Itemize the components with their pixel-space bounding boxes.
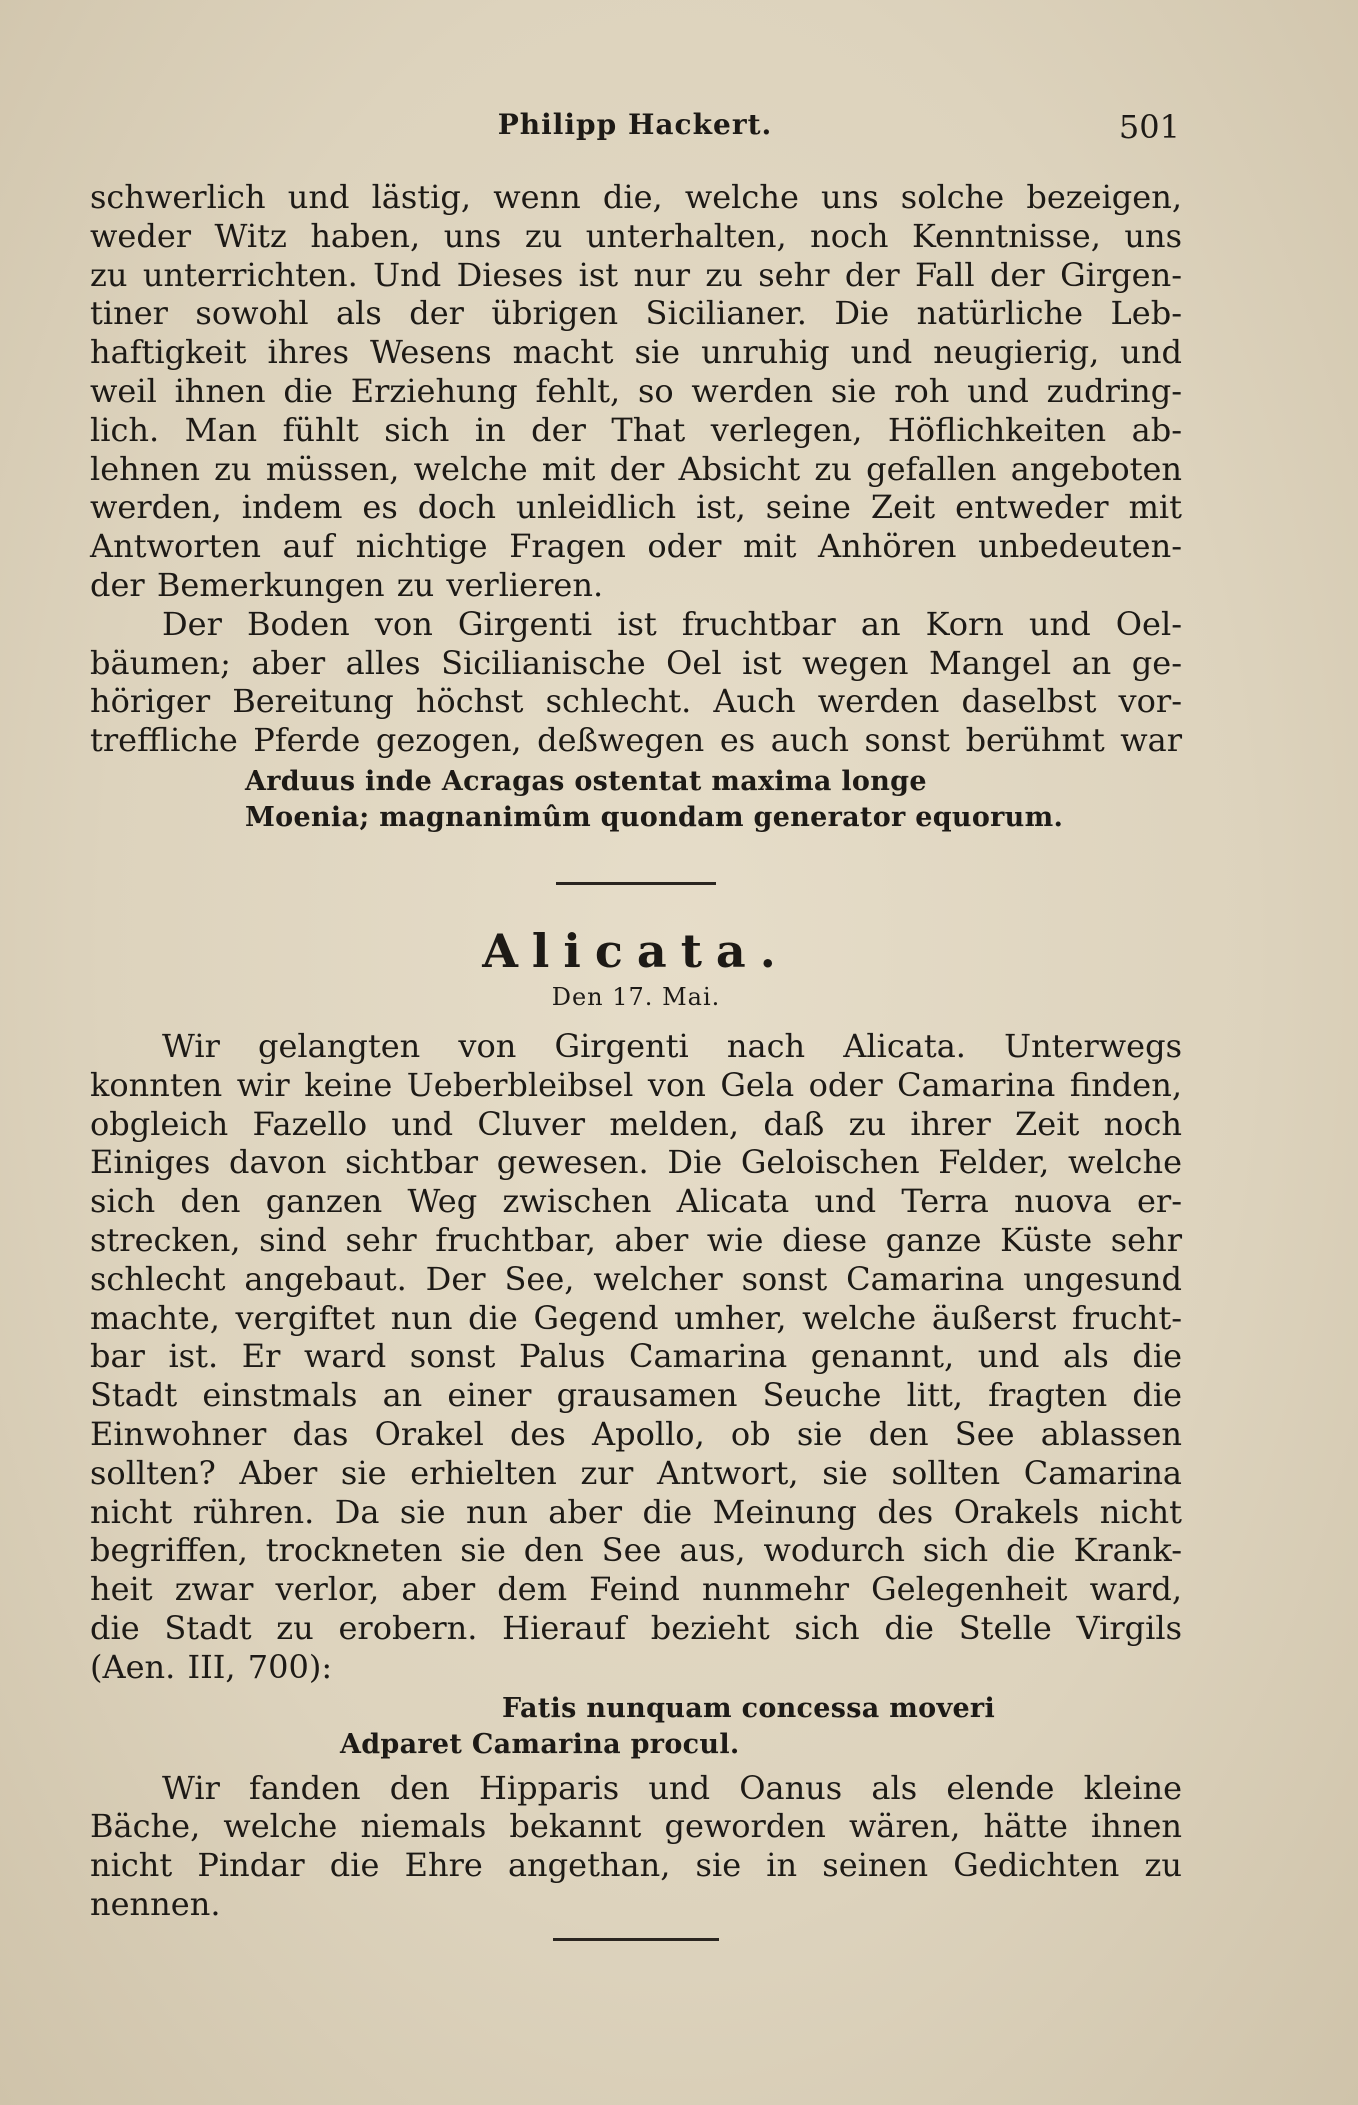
text-line: Bäche, welche niemals bekannt geworden wären, hätte ihnen — [90, 1807, 1182, 1846]
text-line: weil ihnen die Erziehung fehlt, so werden sie roh und zudring- — [90, 371, 1182, 410]
quote-line: Adparet Camarina procul. — [340, 1728, 740, 1760]
text-line: lehnen zu müssen, welche mit der Absicht zu gefallen angeboten — [90, 449, 1182, 488]
text-line: tiner sowohl als der übrigen Sicilianer. Die natürliche Leb- — [90, 294, 1182, 333]
quote-line: Moenia; magnanimûm quondam generator equorum. — [245, 801, 1064, 833]
paragraph-2 — [90, 605, 1182, 760]
text-line: bar ist. Er ward sonst Palus Camarina genannt, und als die — [90, 1337, 1182, 1376]
text-line: Wir fanden den Hipparis und Oanus als elende kleine — [162, 1768, 1182, 1807]
page-header — [90, 108, 1180, 152]
text-line: begriffen, trockneten sie den See aus, wodurch sich die Krank- — [90, 1531, 1182, 1570]
end-divider — [553, 1938, 719, 1941]
text-line: nicht Pindar die Ehre angethan, sie in seinen Gedichten zu — [90, 1846, 1182, 1885]
text-line: konnten wir keine Ueberbleibsel von Gela oder Camarina finden, — [90, 1065, 1182, 1104]
latin-quote-1 — [90, 764, 1182, 836]
page-body — [90, 178, 1182, 1941]
text-line: der Bemerkungen zu verlieren. — [90, 565, 604, 604]
text-line: schwerlich und lästig, wenn die, welche uns solche bezeigen, — [90, 178, 1182, 216]
text-line: treffliche Pferde gezogen, deßwegen es auch sonst berühmt war — [90, 721, 1182, 760]
quote-line: Arduus inde Acragas ostentat maxima longe — [245, 765, 927, 797]
text-line: die Stadt zu erobern. Hierauf bezieht sich die Stelle Virgils — [90, 1608, 1182, 1647]
text-line: Einiges davon sichtbar gewesen. Die Geloischen Felder, welche — [90, 1143, 1182, 1182]
text-line: lich. Man fühlt sich in der That verlegen, Höflichkeiten ab- — [90, 410, 1182, 449]
text-line: sollten? Aber sie erhielten zur Antwort, sie sollten Camarina — [90, 1453, 1182, 1492]
text-line: nennen. — [90, 1884, 221, 1923]
text-line: weder Witz haben, uns zu unterhalten, noch Kenntnisse, uns — [90, 216, 1182, 255]
text-line: Einwohner das Orakel des Apollo, ob sie den See ablassen — [90, 1414, 1182, 1453]
section-title: Alicata. — [482, 923, 790, 978]
text-line: haftigkeit ihres Wesens macht sie unruhig und neugierig, und — [90, 333, 1182, 372]
text-line: Der Boden von Girgenti ist fruchtbar an Korn und Oel- — [162, 604, 1182, 643]
text-line: bäumen; aber alles Sicilianische Oel ist wegen Mangel an ge- — [90, 643, 1182, 682]
dateline: Den 17. Mai. — [551, 982, 721, 1011]
text-line: Wir gelangten von Girgenti nach Alicata. Unterwegs — [162, 1026, 1182, 1065]
text-line: (Aen. III, 700): — [90, 1647, 333, 1686]
text-line: strecken, sind sehr fruchtbar, aber wie diese ganze Küste sehr — [90, 1220, 1182, 1259]
text-line: Antworten auf nichtige Fragen oder mit Anhören unbedeuten- — [90, 527, 1182, 566]
paragraph-3 — [90, 1027, 1182, 1687]
text-line: nicht rühren. Da sie nun aber die Meinung des Orakels nicht — [90, 1492, 1182, 1531]
text-line: obgleich Fazello und Cluver melden, daß zu ihrer Zeit noch — [90, 1104, 1182, 1143]
running-head: Philipp Hackert. — [497, 108, 773, 141]
section-divider — [556, 882, 716, 885]
text-line: machte, vergiftet nun die Gegend umher, welche äußerst frucht- — [90, 1298, 1182, 1337]
quote-line: Fatis nunquam concessa moveri — [502, 1692, 995, 1724]
text-line: sich den ganzen Weg zwischen Alicata und Terra nuova er- — [90, 1182, 1182, 1221]
text-line: zu unterrichten. Und Dieses ist nur zu sehr der Fall der Girgen- — [90, 255, 1182, 294]
text-line: schlecht angebaut. Der See, welcher sonst Camarina ungesund — [90, 1259, 1182, 1298]
latin-quote-2 — [90, 1691, 1182, 1763]
paragraph-1 — [90, 178, 1182, 605]
text-line: heit zwar verlor, aber dem Feind nunmehr Gelegenheit ward, — [90, 1570, 1182, 1609]
text-line: Stadt einstmals an einer grausamen Seuche litt, fragten die — [90, 1376, 1182, 1415]
text-line: höriger Bereitung höchst schlecht. Auch werden daselbst vor- — [90, 682, 1182, 721]
paragraph-4 — [90, 1769, 1182, 1924]
page-number: 501 — [1118, 108, 1180, 146]
text-line: werden, indem es doch unleidlich ist, seine Zeit entweder mit — [90, 488, 1182, 527]
